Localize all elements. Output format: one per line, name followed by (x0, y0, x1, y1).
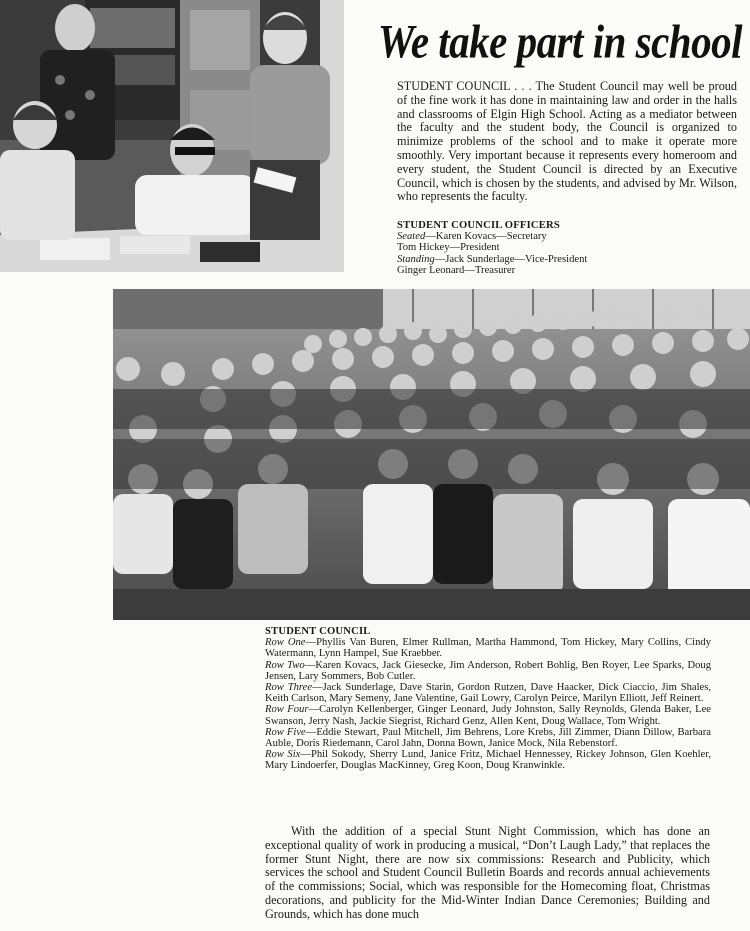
officer-line: Seated—Karen Kovacs—Secretary (397, 231, 547, 243)
council-row: Row Six—Phil Sokody, Sherry Lund, Janice Fritz, Michael Hennessey, Rickey Johnson, Glen Koehler, Mary Lindoerfer, Douglas MacKinney, Greg Koon, Doug Kranwinkle. (265, 749, 711, 772)
officer-line: Standing—Jack Sunderlage—Vice-President (397, 253, 588, 265)
officers-heading: STUDENT COUNCIL OFFICERS (397, 220, 560, 231)
council-row: Row Five—Eddie Stewart, Paul Mitchell, Jim Behrens, Lore Krebs, Jill Zimmer, Diann Dillow, Barbara Auble, Doris Riedemann, Carol Jahn, Donna Bown, Janice Mock, Nila Rebenstorf. (265, 726, 711, 750)
closing-paragraph: With the addition of a special Stunt Night Commission, which has done an exceptional quality of work in producing a musical, “Don’t Laugh Lady,” that replaces the former Stunt Night, there are now six commissions: Research and Publicity, which services the school and Student Council Bulletin Boards and records annual achievements of the commissions; Social, which was responsible for the Homecoming float, Christmas decorations, and publicity for the Mid-Winter Indian Dance Ceremonies; Building and Grounds, which has done much (265, 824, 710, 921)
council-row: Row Two—Karen Kovacs, Jack Giesecke, Jim Anderson, Robert Bohlig, Ben Royer, Lee Sparks, Doug Jensen, Lary Sommers, Bob Cutler. (265, 659, 711, 682)
council-row: Row Three—Jack Sunderlage, Dave Starin, Gordon Rutzen, Dave Haacker, Dick Ciaccio, Jim Shales, Keith Carlson, Mary Semeny, Jane Valentine, Gail Lowry, Carolyn Peirce, Marilyn Elliott, Jeff Reinert. (265, 682, 712, 705)
council-row: Row Four—Carolyn Kellenberger, Ginger Leonard, Judy Johnston, Sally Reynolds, Glenda Baker, Lee Swanson, Jerry Nash, Jackie Siegrist, Richard Genz, Allen Kent, Doug Wallace, Tom Wright. (265, 704, 711, 727)
intro-paragraph: STUDENT COUNCIL . . . The Student Council may well be proud of the fine work it has done in maintaining law and order in the halls and classrooms of Elgin High School. Acting as a mediator between the faculty and the student body, the Council is organized to minimize problems of the school and to make it operate more smoothly. Very important because it represents every homeroom and every student, the Student Council is directed by an Executive Council, which is chosen by the students, and advised by Mr. Wilson, who represents the faculty. (397, 79, 737, 204)
officer-line: Tom Hickey—President (397, 242, 500, 254)
council-heading: STUDENT COUNCIL (265, 626, 371, 637)
council-group-photo (113, 289, 750, 620)
council-row: Row One—Phyllis Van Buren, Elmer Rullman, Martha Hammond, Tom Hickey, Mary Collins, Cindy Watermann, Lynn Hampel, Sue Kraebber. (265, 637, 711, 660)
council-caption (265, 626, 711, 772)
officer-line: Ginger Leonard—Treasurer (397, 264, 516, 276)
page-headline: We take part in school (377, 15, 742, 69)
officers-caption (397, 220, 737, 276)
officers-photo (0, 0, 344, 272)
